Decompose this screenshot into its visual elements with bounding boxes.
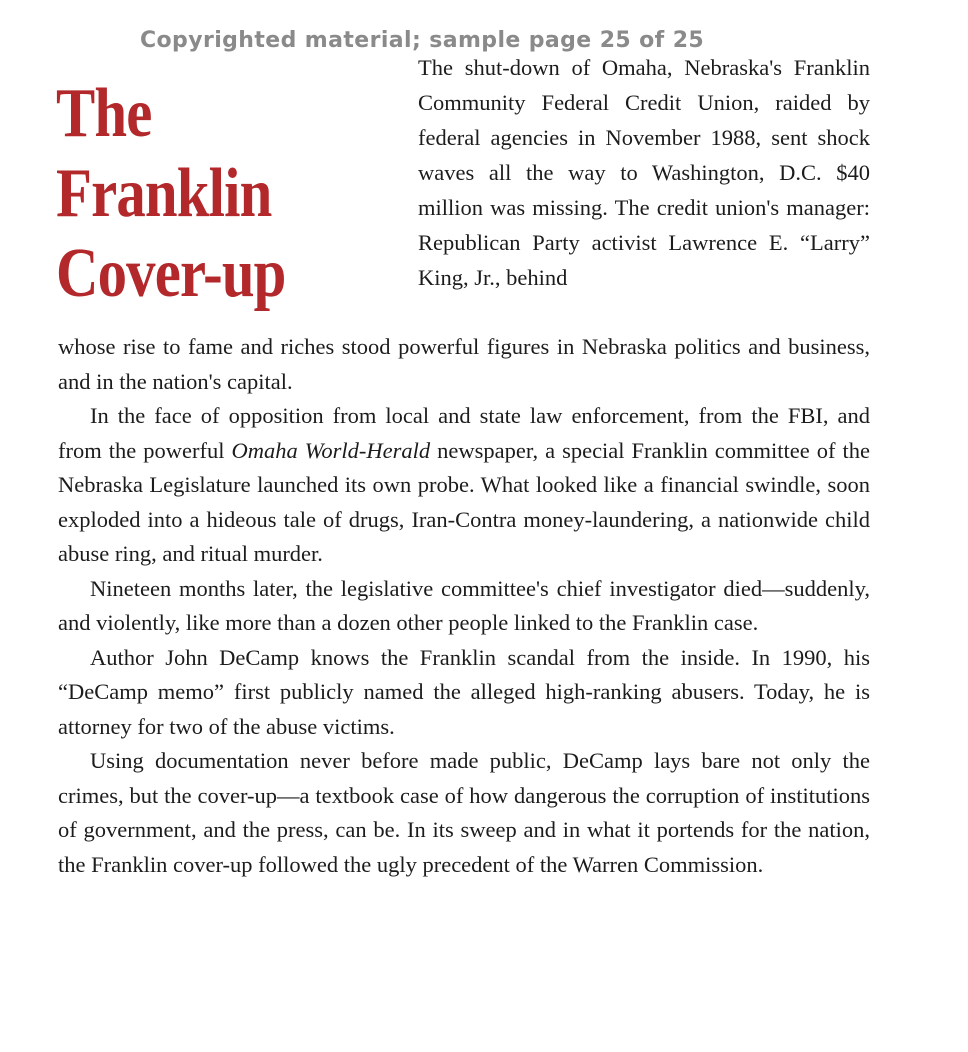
paragraph-opposition xyxy=(58,399,870,572)
paragraph-investigator: Nineteen months later, the legislative committee's chief investigator died—suddenly, and violently, like more than a dozen other people linked to the Franklin case. xyxy=(58,575,870,635)
intro-continuation: whose rise to fame and riches stood powerful figures in Nebraska politics and business, and in the nation's capital. xyxy=(58,334,870,394)
title-line-2: Franklin xyxy=(56,155,272,232)
title-line-3: Cover-up xyxy=(56,235,286,312)
newspaper-name: Omaha World-Herald xyxy=(231,437,431,463)
copyright-watermark: Copyrighted material; sample page 25 of 25 xyxy=(140,28,705,53)
paragraph-author: Author John DeCamp knows the Franklin scandal from the inside. In 1990, his “DeCamp memo” first publicly named the alleged high-ranking abusers. Today, he is attorney for two of the abuse victims. xyxy=(58,644,870,739)
title-line-1: The xyxy=(56,75,152,152)
paragraph-documentation: Using documentation never before made public, DeCamp lays bare not only the crimes, but the cover-up—a textbook case of how dangerous the corruption of institutions of government, and the press, can be. In its sweep and in what it portends for the nation, the Franklin cover-up followed the ugly precedent of the Warren Commission. xyxy=(58,748,870,877)
paragraph-opposition-start: In the face of opposition from local and state law enforcement, from the FBI, and from the powerful xyxy=(58,403,870,463)
paragraph-opposition-end: newspaper, a special Franklin committee of the Nebraska Legislature launched its own probe. What looked like a financial swindle, soon exploded into a hideous tale of drugs, Iran-Contra money-laundering, a nationwide child abuse ring, and ritual murder. xyxy=(58,437,870,566)
intro-paragraph: The shut-down of Omaha, Nebraska's Franklin Community Federal Credit Union, raided by federal agencies in November 1988, sent shock waves all the way to Washington, D.C. $40 million was missing. The credit union's manager: Republican Party activist Lawrence E. “Larry” King, Jr., behind xyxy=(418,55,870,290)
body-text xyxy=(58,330,870,882)
book-title xyxy=(56,74,406,314)
